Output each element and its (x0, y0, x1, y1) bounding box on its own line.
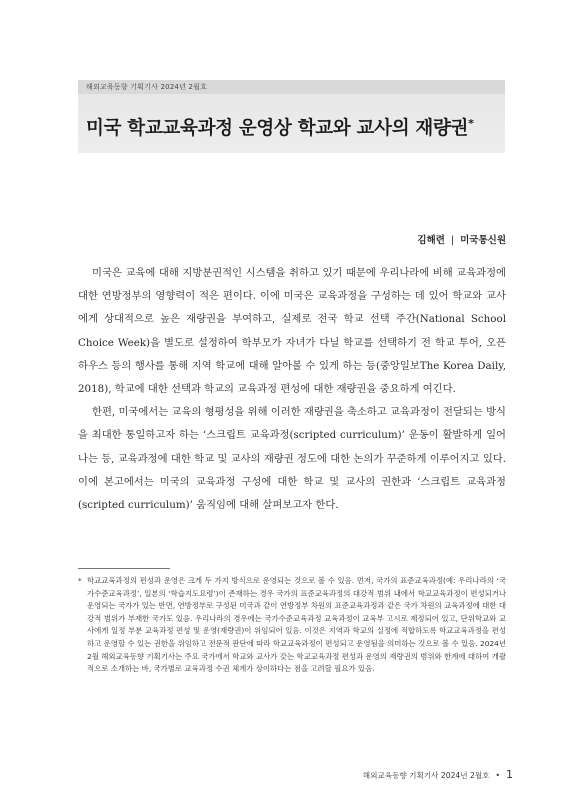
footnote-mark: * (78, 576, 82, 585)
page-footer (363, 768, 513, 781)
body-paragraph-2: 한편, 미국에서는 교육의 형평성을 위해 이러한 재량권을 축소하고 교육과정이 전달되는 방식을 최대한 통일하고자 하는 ‘스크립트 교육과정(scripted curriculum)’ 운동이 활발하게 일어나는 등, 교육과정에 대한 학교 및 교사의 재량권 정도에 대한 논의가 꾸준하게 이루어지고 있다. 이에 본고에서는 미국의 교육과정 구성에 대한 학교 및 교사의 권한과 ‘스크립트 교육과정(scripted curriculum)’ 움직임에 대해 살펴보고자 한다. (78, 406, 506, 512)
title-footnote-mark: * (468, 116, 474, 130)
footnote-text: 학교교육과정의 편성과 운영은 크게 두 가지 방식으로 운영되는 것으로 볼 수 있음. 먼저, 국가의 표준교육과정(예: 우리나라의 ‘국가수준교육과정’, 일본의 ‘학습지도요령’)이 존재하는 경우 국가의 표준교육과정의 대강적 범위 내에서 학교교육과정이 편성되거나 운영되는 국가가 있는 반면, 연방정부로 구성된 미국과 같이 연방정부 차원의 표준교육과정과 같은 국가 차원의 교육과정에 대한 대강적 범위가 부재한 국가도 있음. 우리나라의 경우에는 국가수준교육과정 교육과정이 교육부 고시로 제정되어 있고, 단위학교와 교사에게 일정 부분 교육과정 편성 및 운영(재량권)이 위임되어 있음. 이것은 지역과 학교의 실정에 적합하도록 학교교육과정을 편성하고 운영할 수 있는 권한을 위임하고 전문적 판단에 따라 학교교육과정이 편성되고 운영됨을 의미하는 것으로 볼 수 있음. 2024년 2월 해외교육동향 기획기사는 주요 국가에서 학교와 교사가 갖는 학교교육과정 편성과 운영의 재량권의 범위와 한계에 대하여 개괄적으로 소개하는 바, 국가별로 교육과정 수권 체계가 상이하다는 점을 고려할 필요가 있음. (87, 576, 506, 674)
author-separator: | (450, 235, 455, 246)
article-title-text: 미국 학교교육과정 운영상 학교와 교사의 재량권 (86, 118, 469, 139)
footer-publication: 해외교육동향 기획기사 2024년 2월호 (362, 771, 490, 780)
footnote (78, 575, 506, 676)
author-line (417, 232, 506, 246)
footer-bullet: • (495, 771, 500, 780)
footnote-divider (78, 568, 170, 569)
article-body (78, 262, 506, 517)
author-affiliation: 미국통신원 (460, 235, 506, 246)
author-name: 김해련 (417, 235, 445, 246)
article-header (78, 80, 505, 153)
body-paragraph-1: 미국은 교육에 대해 지방분권적인 시스템을 취하고 있기 때문에 우리나라에 비해 교육과정에 대한 연방정부의 영향력이 적은 편이다. 이에 미국은 교육과정을 구성하는 데 있어 학교와 교사에게 상대적으로 높은 재량권을 부여하고, 실제로 전국 학교 선택 주간(National School Choice Week)을 별도로 설정하여 학부모가 자녀가 다닐 학교를 선택하기 전 학교 투어, 오픈하우스 등의 행사를 통해 지역 학교에 대해 알아볼 수 있게 하는 등(중앙일보The Korea Daily, 2018), 학교에 대한 선택과 학교의 교육과정 편성에 대한 재량권을 중요하게 여긴다. (78, 267, 506, 396)
issue-label: 해외교육동향 기획기사 2024년 2월호 (86, 83, 208, 91)
page-number: 1 (506, 768, 513, 781)
article-title (86, 114, 474, 140)
